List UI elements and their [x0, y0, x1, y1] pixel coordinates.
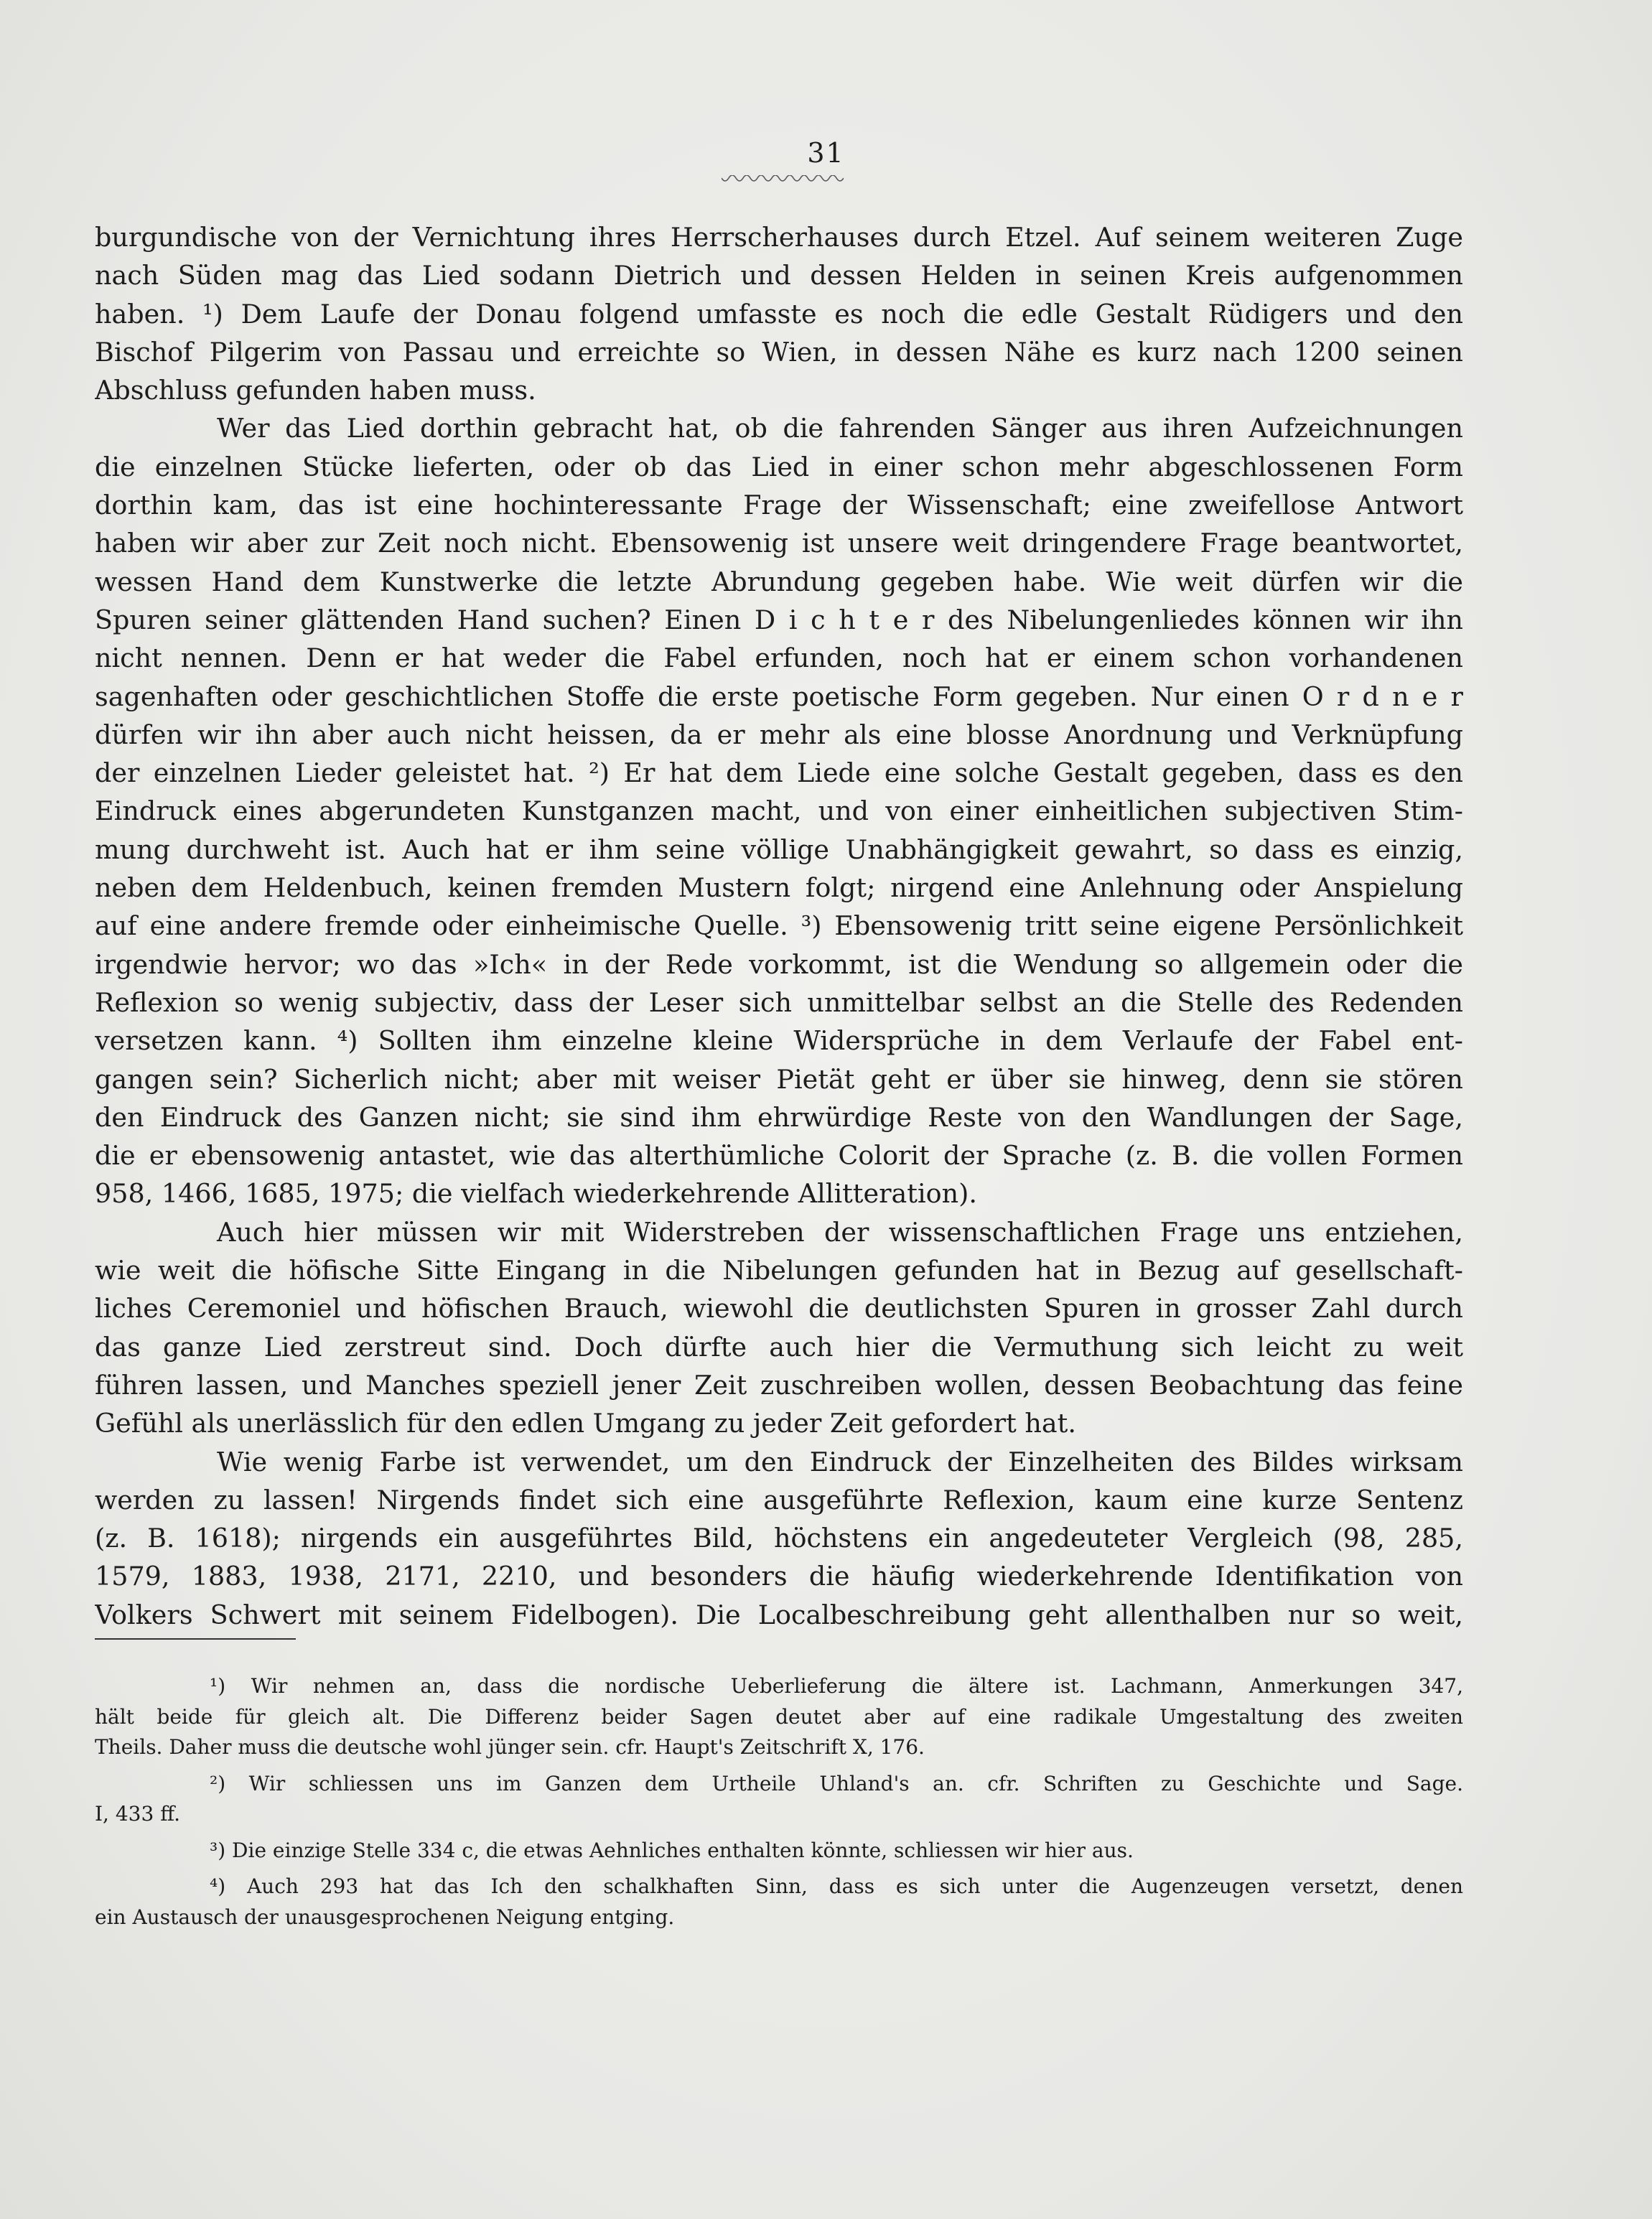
text-line: Bischof Pilgerim von Passau und erreichte so Wien, in dessen Nähe es kurz nach 1200 seinen: [95, 336, 1463, 368]
main-text: [95, 218, 1463, 1634]
footnote-lines: [95, 1671, 1463, 1933]
text-line: werden zu lassen! Nirgends findet sich eine ausgeführte Reflexion, kaum eine kurze Sentenz: [95, 1484, 1463, 1515]
text-line: mung durchweht ist. Auch hat er ihm seine völlige Unabhängigkeit gewahrt, so dass es einzig,: [95, 833, 1463, 865]
text-line: Eindruck eines abgerundeten Kunstganzen macht, und von einer einheitlichen subjectiven Stim-: [95, 795, 1463, 827]
ornament-rule: [722, 175, 844, 185]
text-line: Wie wenig Farbe ist verwendet, um den Eindruck der Einzelheiten des Bildes wirksam: [217, 1446, 1463, 1477]
text-line: führen lassen, und Manches speziell jener Zeit zuschreiben wollen, dessen Beobachtung das feine: [95, 1369, 1463, 1401]
text-line: gangen sein? Sicherlich nicht; aber mit weiser Pietät geht er über sie hinweg, denn sie stören: [95, 1063, 1463, 1095]
text-line: das ganze Lied zerstreut sind. Doch dürfte auch hier die Vermuthung sich leicht zu weit: [95, 1331, 1463, 1363]
text-line: nach Süden mag das Lied sodann Dietrich und dessen Helden in seinen Kreis aufgenommen: [95, 260, 1463, 291]
footnote-line: ein Austausch der unausgesprochenen Neigung entging.: [95, 1905, 675, 1929]
footnote-line: ⁴) Auch 293 hat das Ich den schalkhaften Sinn, dass es sich unter die Augenzeugen versetzt, denen: [210, 1874, 1463, 1898]
footnote-line: ²) Wir schliessen uns im Ganzen dem Urtheile Uhland's an. cfr. Schriften zu Geschichte und Sage.: [210, 1771, 1463, 1795]
footnote-line: Theils. Daher muss die deutsche wohl jünger sein. cfr. Haupt's Zeitschrift X, 176.: [95, 1735, 925, 1759]
text-line: Gefühl als unerlässlich für den edlen Umgang zu jeder Zeit gefordert hat.: [95, 1408, 1076, 1439]
footnote-divider: [95, 1638, 296, 1640]
text-line: burgundische von der Vernichtung ihres Herrscherhauses durch Etzel. Auf seinem weiteren Zuge: [95, 222, 1463, 253]
text-line: Spuren seiner glättenden Hand suchen? Einen D i c h t e r des Nibelungenliedes können wir ihn: [95, 604, 1463, 635]
text-line: nicht nennen. Denn er hat weder die Fabel erfunden, noch hat er einem schon vorhandenen: [95, 643, 1463, 674]
text-line: der einzelnen Lieder geleistet hat. ²) Er hat dem Liede eine solche Gestalt gegeben, dass es den: [95, 757, 1463, 789]
text-line: auf eine andere fremde oder einheimische Quelle. ³) Ebensowenig tritt seine eigene Persönlichkeit: [95, 910, 1463, 942]
text-line: neben dem Heldenbuch, keinen fremden Mustern folgt; nirgend eine Anlehnung oder Anspielung: [95, 872, 1463, 904]
text-line: wie weit die höfische Sitte Eingang in die Nibelungen gefunden hat in Bezug auf gesellschaft-: [95, 1255, 1463, 1286]
text-line: Abschluss gefunden haben muss.: [95, 375, 536, 406]
text-line: versetzen kann. ⁴) Sollten ihm einzelne kleine Widersprüche in dem Verlaufe der Fabel ent-: [95, 1025, 1463, 1057]
text-line: sagenhaften oder geschichtlichen Stoffe die erste poetische Form gegeben. Nur einen O r d n e r: [95, 681, 1463, 712]
footnote-line: hält beide für gleich alt. Die Differenz beider Sagen deutet aber auf eine radikale Umgestaltung des zweiten: [95, 1704, 1463, 1729]
footnote-line: I, 433 ff.: [95, 1802, 180, 1826]
text-line: (z. B. 1618); nirgends ein ausgeführtes Bild, höchstens ein angedeuteter Vergleich (98, 285,: [95, 1523, 1463, 1554]
footnotes: [95, 1638, 1463, 1933]
page-number: 31: [807, 137, 845, 169]
text-line: dorthin kam, das ist eine hochinteressante Frage der Wissenschaft; eine zweifellose Antwort: [95, 490, 1463, 521]
text-line: liches Ceremoniel und höfischen Brauch, wiewohl die deutlichsten Spuren in grosser Zahl durch: [95, 1293, 1463, 1325]
footnote-line: ¹) Wir nehmen an, dass die nordische Ueberlieferung die ältere ist. Lachmann, Anmerkungen 347,: [210, 1674, 1463, 1698]
text-line: die einzelnen Stücke lieferten, oder ob das Lied in einer schon mehr abgeschlossenen Form: [95, 451, 1463, 482]
text-line: 958, 1466, 1685, 1975; die vielfach wiederkehrende Allitteration).: [95, 1178, 977, 1210]
text-line: wessen Hand dem Kunstwerke die letzte Abrundung gegeben habe. Wie weit dürfen wir die: [95, 566, 1463, 597]
text-line: die er ebensowenig antastet, wie das alterthümliche Colorit der Sprache (z. B. die vollen Formen: [95, 1140, 1463, 1172]
text-line: haben wir aber zur Zeit noch nicht. Ebensowenig ist unsere weit dringendere Frage beantwortet,: [95, 528, 1463, 559]
text-line: haben. ¹) Dem Laufe der Donau folgend umfasste es noch die edle Gestalt Rüdigers und den: [95, 298, 1463, 330]
text-line: 1579, 1883, 1938, 2171, 2210, und besonders die häufig wiederkehrende Identifikation von: [95, 1561, 1463, 1592]
footnote-line: ³) Die einzige Stelle 334 c, die etwas Aehnliches enthalten könnte, schliessen wir hier aus.: [210, 1838, 1134, 1862]
text-line: Volkers Schwert mit seinem Fidelbogen). Die Localbeschreibung geht allenthalben nur so weit,: [95, 1599, 1463, 1630]
text-line: den Eindruck des Ganzen nicht; sie sind ihm ehrwürdige Reste von den Wandlungen der Sage,: [95, 1101, 1463, 1133]
text-line: irgendwie hervor; wo das »Ich« in der Rede vorkommt, ist die Wendung so allgemein oder die: [95, 948, 1463, 980]
text-line: Wer das Lied dorthin gebracht hat, ob die fahrenden Sänger aus ihren Aufzeichnungen: [217, 413, 1463, 444]
text-line: Auch hier müssen wir mit Widerstreben der wissenschaftlichen Frage uns entziehen,: [217, 1216, 1463, 1248]
text-line: dürfen wir ihn aber auch nicht heissen, da er mehr als eine blosse Anordnung und Verknüpfung: [95, 719, 1463, 750]
text-line: Reflexion so wenig subjectiv, dass der Leser sich unmittelbar selbst an die Stelle des Redenden: [95, 986, 1463, 1018]
